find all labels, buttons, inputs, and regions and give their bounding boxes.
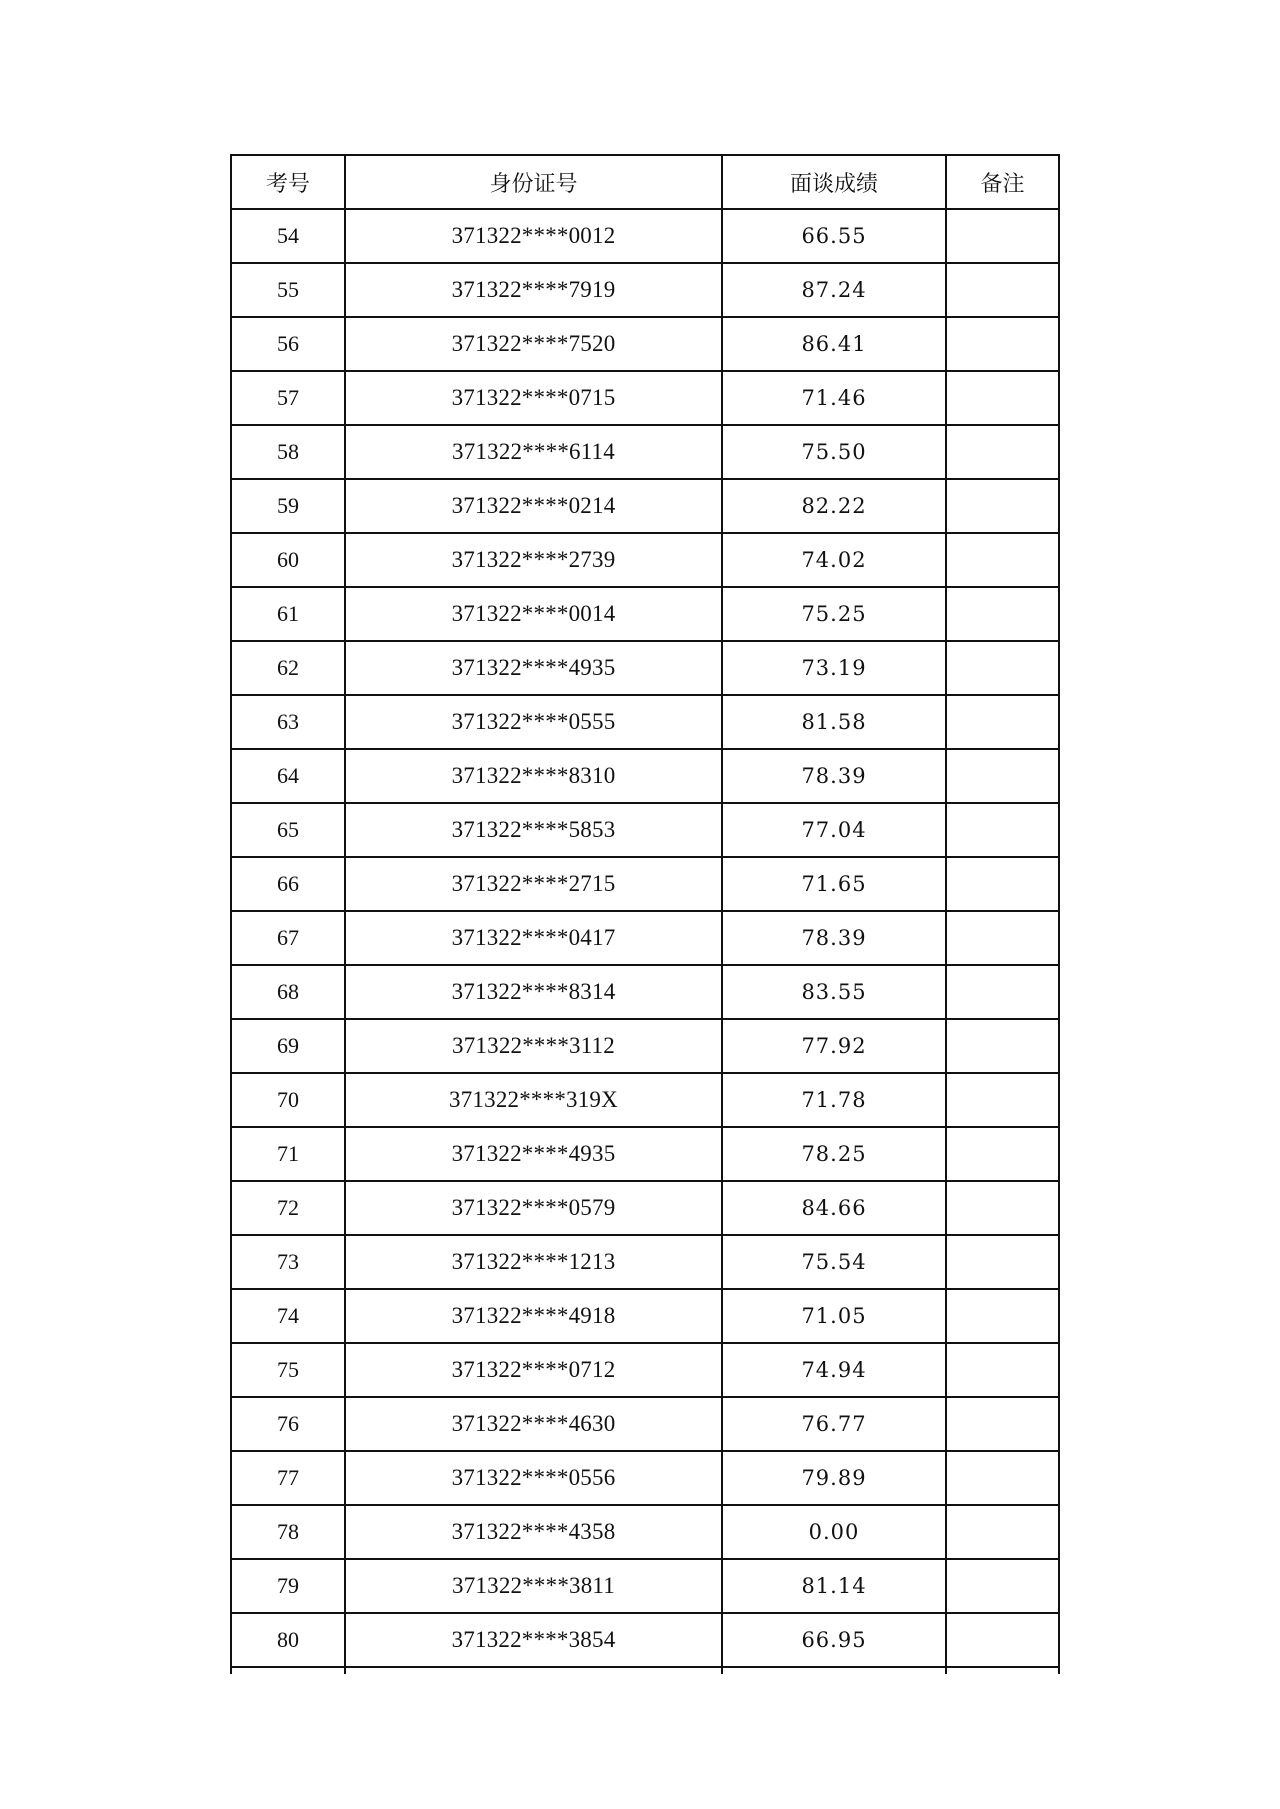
exam-no-cell: 76: [231, 1397, 345, 1451]
id-no-cell: 371322****2715: [345, 857, 722, 911]
id-no-cell: 371322****3854: [345, 1613, 722, 1667]
remark-cell: [946, 1073, 1059, 1127]
id-no-cell: 371322****0214: [345, 479, 722, 533]
id-no-cell: 371322****5853: [345, 803, 722, 857]
remark-cell: [946, 1559, 1059, 1613]
id-no-cell: 371322****0417: [345, 911, 722, 965]
exam-no-cell: 67: [231, 911, 345, 965]
id-no-cell: 371322****7919: [345, 263, 722, 317]
id-no-cell: 371322****0012: [345, 209, 722, 263]
remark-cell: [946, 749, 1059, 803]
remark-cell: [946, 911, 1059, 965]
score-cell: 77.92: [722, 1019, 946, 1073]
score-cell: 84.66: [722, 1181, 946, 1235]
table-row: [231, 425, 1059, 479]
score-cell: 76.77: [722, 1397, 946, 1451]
id-no-cell: 371322****3811: [345, 1559, 722, 1613]
id-no-cell: 371322****0556: [345, 1451, 722, 1505]
exam-no-cell: 72: [231, 1181, 345, 1235]
exam-no-cell: 79: [231, 1559, 345, 1613]
score-cell: 77.04: [722, 803, 946, 857]
score-cell: 78.39: [722, 911, 946, 965]
remark-cell: [946, 587, 1059, 641]
exam-no-cell: 63: [231, 695, 345, 749]
exam-no-cell: 64: [231, 749, 345, 803]
continuation-cell: [231, 1667, 345, 1674]
table-row: [231, 911, 1059, 965]
score-cell: 83.55: [722, 965, 946, 1019]
id-no-cell: 371322****4358: [345, 1505, 722, 1559]
exam-no-cell: 56: [231, 317, 345, 371]
exam-no-cell: 80: [231, 1613, 345, 1667]
header-remark: 备注: [946, 155, 1059, 209]
id-no-cell: 371322****0579: [345, 1181, 722, 1235]
score-cell: 75.54: [722, 1235, 946, 1289]
header-row: [231, 155, 1059, 209]
header-score: 面谈成绩: [722, 155, 946, 209]
table-row: [231, 641, 1059, 695]
exam-no-cell: 54: [231, 209, 345, 263]
id-no-cell: 371322****4935: [345, 641, 722, 695]
exam-no-cell: 68: [231, 965, 345, 1019]
table-row: [231, 1127, 1059, 1181]
id-no-cell: 371322****4918: [345, 1289, 722, 1343]
remark-cell: [946, 1343, 1059, 1397]
table-row: [231, 1073, 1059, 1127]
table-row: [231, 1181, 1059, 1235]
score-cell: 82.22: [722, 479, 946, 533]
header-id-no: 身份证号: [345, 155, 722, 209]
id-no-cell: 371322****8310: [345, 749, 722, 803]
remark-cell: [946, 209, 1059, 263]
table-row: [231, 1505, 1059, 1559]
score-cell: 87.24: [722, 263, 946, 317]
score-cell: 0.00: [722, 1505, 946, 1559]
table-row: [231, 371, 1059, 425]
id-no-cell: 371322****0555: [345, 695, 722, 749]
table-header: [231, 155, 1059, 209]
remark-cell: [946, 1613, 1059, 1667]
table-row: [231, 533, 1059, 587]
header-exam-no: 考号: [231, 155, 345, 209]
exam-no-cell: 78: [231, 1505, 345, 1559]
score-table-container: [230, 154, 1058, 1674]
table-row: [231, 695, 1059, 749]
table-row: [231, 965, 1059, 1019]
exam-no-cell: 77: [231, 1451, 345, 1505]
score-cell: 71.46: [722, 371, 946, 425]
id-no-cell: 371322****2739: [345, 533, 722, 587]
remark-cell: [946, 263, 1059, 317]
score-cell: 74.02: [722, 533, 946, 587]
remark-cell: [946, 1505, 1059, 1559]
table-row: [231, 1559, 1059, 1613]
score-cell: 71.05: [722, 1289, 946, 1343]
remark-cell: [946, 1235, 1059, 1289]
score-cell: 75.25: [722, 587, 946, 641]
exam-no-cell: 73: [231, 1235, 345, 1289]
exam-no-cell: 58: [231, 425, 345, 479]
table-row: [231, 209, 1059, 263]
remark-cell: [946, 1019, 1059, 1073]
id-no-cell: 371322****7520: [345, 317, 722, 371]
score-cell: 81.58: [722, 695, 946, 749]
exam-no-cell: 62: [231, 641, 345, 695]
continuation-cell: [946, 1667, 1059, 1674]
remark-cell: [946, 857, 1059, 911]
id-no-cell: 371322****0014: [345, 587, 722, 641]
table-row-continuation: [231, 1667, 1059, 1674]
continuation-cell: [722, 1667, 946, 1674]
score-cell: 78.25: [722, 1127, 946, 1181]
remark-cell: [946, 641, 1059, 695]
remark-cell: [946, 533, 1059, 587]
remark-cell: [946, 317, 1059, 371]
id-no-cell: 371322****4935: [345, 1127, 722, 1181]
score-table: [230, 154, 1060, 1674]
id-no-cell: 371322****6114: [345, 425, 722, 479]
exam-no-cell: 71: [231, 1127, 345, 1181]
exam-no-cell: 74: [231, 1289, 345, 1343]
table-row: [231, 1613, 1059, 1667]
exam-no-cell: 65: [231, 803, 345, 857]
exam-no-cell: 59: [231, 479, 345, 533]
score-cell: 78.39: [722, 749, 946, 803]
id-no-cell: 371322****1213: [345, 1235, 722, 1289]
score-cell: 79.89: [722, 1451, 946, 1505]
id-no-cell: 371322****8314: [345, 965, 722, 1019]
score-cell: 86.41: [722, 317, 946, 371]
score-cell: 81.14: [722, 1559, 946, 1613]
remark-cell: [946, 1451, 1059, 1505]
score-cell: 73.19: [722, 641, 946, 695]
table-row: [231, 803, 1059, 857]
continuation-cell: [345, 1667, 722, 1674]
table-row: [231, 587, 1059, 641]
id-no-cell: 371322****319X: [345, 1073, 722, 1127]
table-row: [231, 479, 1059, 533]
table-row: [231, 1343, 1059, 1397]
exam-no-cell: 70: [231, 1073, 345, 1127]
score-cell: 66.95: [722, 1613, 946, 1667]
id-no-cell: 371322****0712: [345, 1343, 722, 1397]
id-no-cell: 371322****4630: [345, 1397, 722, 1451]
remark-cell: [946, 371, 1059, 425]
remark-cell: [946, 965, 1059, 1019]
remark-cell: [946, 425, 1059, 479]
remark-cell: [946, 695, 1059, 749]
exam-no-cell: 75: [231, 1343, 345, 1397]
score-cell: 71.65: [722, 857, 946, 911]
exam-no-cell: 55: [231, 263, 345, 317]
remark-cell: [946, 1397, 1059, 1451]
table-row: [231, 1289, 1059, 1343]
exam-no-cell: 61: [231, 587, 345, 641]
table-row: [231, 317, 1059, 371]
table-row: [231, 1235, 1059, 1289]
score-cell: 66.55: [722, 209, 946, 263]
remark-cell: [946, 1289, 1059, 1343]
score-cell: 71.78: [722, 1073, 946, 1127]
exam-no-cell: 60: [231, 533, 345, 587]
table-row: [231, 749, 1059, 803]
id-no-cell: 371322****0715: [345, 371, 722, 425]
table-row: [231, 263, 1059, 317]
exam-no-cell: 66: [231, 857, 345, 911]
table-row: [231, 1451, 1059, 1505]
score-cell: 75.50: [722, 425, 946, 479]
remark-cell: [946, 1181, 1059, 1235]
exam-no-cell: 69: [231, 1019, 345, 1073]
remark-cell: [946, 803, 1059, 857]
table-body: [231, 209, 1059, 1674]
table-row: [231, 1019, 1059, 1073]
remark-cell: [946, 479, 1059, 533]
table-row: [231, 857, 1059, 911]
remark-cell: [946, 1127, 1059, 1181]
id-no-cell: 371322****3112: [345, 1019, 722, 1073]
score-cell: 74.94: [722, 1343, 946, 1397]
table-row: [231, 1397, 1059, 1451]
exam-no-cell: 57: [231, 371, 345, 425]
